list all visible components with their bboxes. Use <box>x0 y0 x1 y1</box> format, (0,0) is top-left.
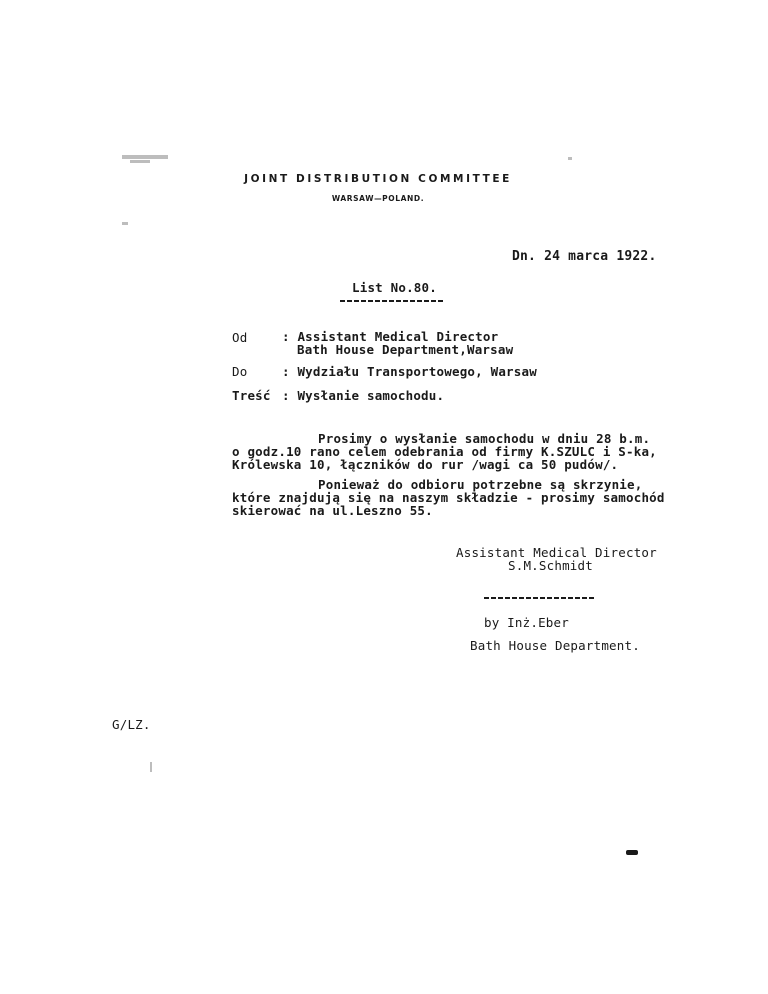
body-paragraph2-line1: Ponieważ do odbioru potrzebne są skrzynie, <box>318 477 643 492</box>
tresc-label: Treść <box>232 388 271 403</box>
body-paragraph2-line3: skierować na ul.Leszno 55. <box>232 503 433 518</box>
signature-dash-line <box>484 597 596 599</box>
scan-mark <box>130 160 150 163</box>
tresc-value: : Wysłanie samochodu. <box>282 388 445 403</box>
od-label: Od <box>232 330 248 345</box>
do-label: Do <box>232 364 248 379</box>
list-number: List No.80. <box>352 280 437 295</box>
od-value-line1: : Assistant Medical Director <box>282 329 499 344</box>
scan-mark <box>568 157 572 160</box>
letterhead-organization: JOINT DISTRIBUTION COMMITTEE <box>244 173 512 185</box>
signature-title: Assistant Medical Director <box>456 545 657 560</box>
scan-mark <box>626 850 638 855</box>
signature-name: S.M.Schmidt <box>508 558 593 573</box>
reference-initials: G/LZ. <box>112 717 151 732</box>
body-paragraph2-line2: które znajdują się na naszym składzie - prosimy samochód <box>232 490 665 505</box>
body-paragraph1-line1: Prosimy o wysłanie samochodu w dniu 28 b.m. <box>318 431 651 446</box>
scan-mark <box>122 155 168 159</box>
od-value-line2: Bath House Department,Warsaw <box>297 342 514 357</box>
body-paragraph1-line2: o godz.10 rano celem odebrania od firmy K.SZULC i S-ka, <box>232 444 657 459</box>
signature-by-line: by Inż.Eber <box>484 615 569 630</box>
do-value: : Wydziału Transportowego, Warsaw <box>282 364 537 379</box>
body-paragraph1-line3: Królewska 10, łączników do rur /wagi ca 50 pudów/. <box>232 457 619 472</box>
list-number-underline <box>340 300 444 302</box>
scan-mark <box>122 222 128 225</box>
letterhead-city: WARSAW—POLAND. <box>331 194 425 203</box>
signature-department: Bath House Department. <box>470 638 640 653</box>
scan-mark <box>150 762 152 772</box>
date-line: Dn. 24 marca 1922. <box>512 249 657 264</box>
